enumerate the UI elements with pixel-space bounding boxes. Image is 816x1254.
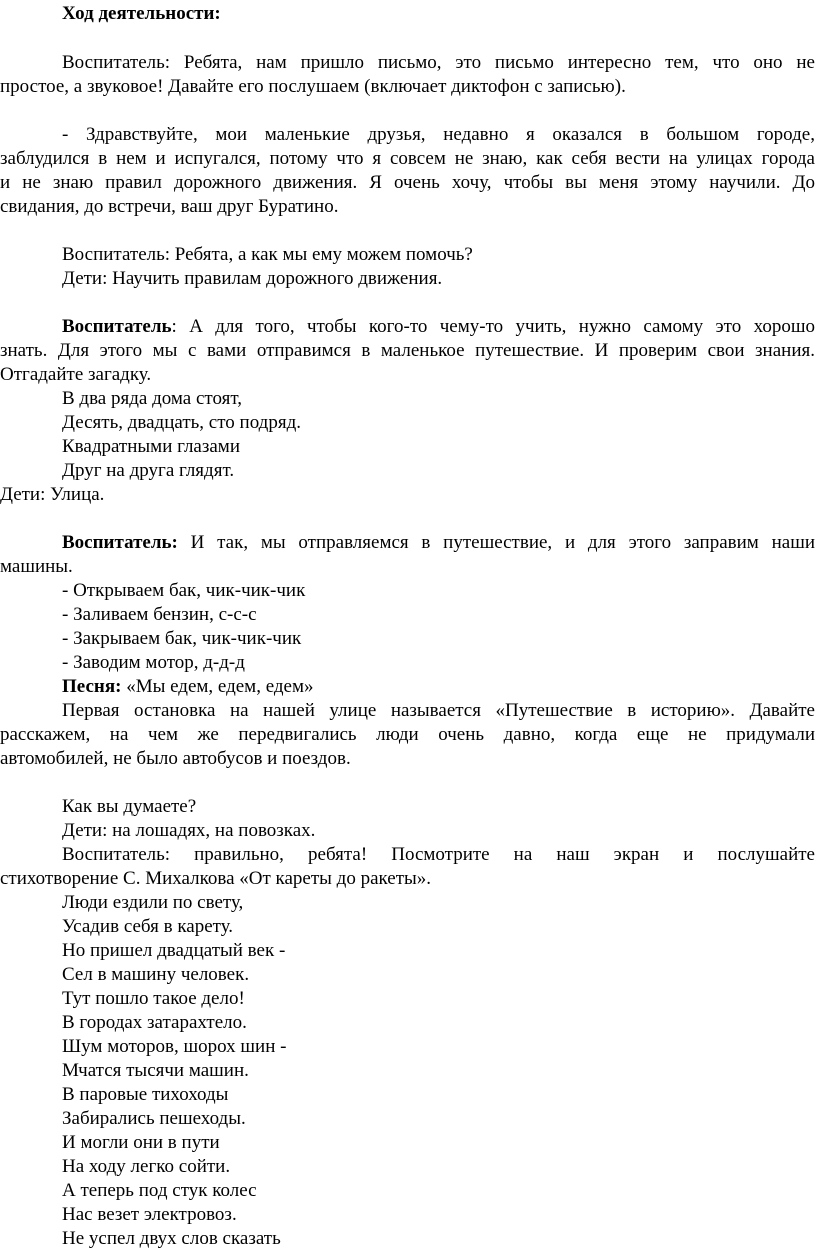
poem-line: Сел в машину человек.	[62, 964, 250, 985]
paragraph-line: машины.	[0, 556, 73, 577]
answer-line: Дети: Улица.	[0, 484, 105, 505]
poem-line: На ходу легко сойти.	[62, 1156, 231, 1177]
section-heading: Ход деятельности:	[62, 3, 221, 24]
poem-line: В городах затарахтело.	[62, 1012, 247, 1033]
dialog-line: Воспитатель: Ребята, а как мы ему можем помочь?	[62, 244, 473, 265]
paragraph-line: Первая остановка на нашей улице называется «Путешествие в историю». Давайте	[62, 700, 815, 721]
poem-line: А теперь под стук колес	[62, 1180, 257, 1201]
riddle-line: Квадратными глазами	[62, 436, 240, 457]
step-line: - Открываем бак, чик-чик-чик	[62, 580, 306, 601]
poem-line: Мчатся тысячи машин.	[62, 1060, 249, 1081]
answer-line: Дети: на лошадях, на повозках.	[62, 820, 316, 841]
paragraph-line: и не знаю правил дорожного движения. Я очень хочу, чтобы вы меня этому научили. До	[0, 172, 815, 193]
poem-line: Люди ездили по свету,	[62, 892, 244, 913]
paragraph-line: расскажем, на чем же передвигались люди очень давно, когда еще не придумали	[0, 724, 815, 745]
paragraph-line: заблудился в нем и испугался, потому что я совсем не знаю, как себя вести на улицах города	[0, 148, 815, 169]
song-line: Песня: «Мы едем, едем, едем»	[62, 676, 314, 697]
poem-line: Но пришел двадцатый век -	[62, 940, 286, 961]
paragraph-line: знать. Для этого мы с вами отправимся в маленькое путешествие. И проверим свои знания.	[0, 340, 815, 361]
speaker-label: Воспитатель	[62, 316, 172, 337]
paragraph-line: стихотворение С. Михалкова «От кареты до ракеты».	[0, 868, 432, 889]
poem-line: Нас везет электровоз.	[62, 1204, 237, 1225]
paragraph-line: Воспитатель: Ребята, нам пришло письмо, это письмо интересно тем, что оно не	[62, 52, 815, 73]
paragraph-line: - Здравствуйте, мои маленькие друзья, недавно я оказался в большом городе,	[62, 124, 815, 145]
step-line: - Заводим мотор, д-д-д	[62, 652, 245, 673]
dialog-line: Дети: Научить правилам дорожного движения.	[62, 268, 443, 289]
riddle-line: Друг на друга глядят.	[62, 460, 235, 481]
paragraph-line: Воспитатель: А для того, чтобы кого-то чему-то учить, нужно самому это хорошо	[62, 316, 815, 337]
paragraph-line: Воспитатель: И так, мы отправляемся в путешествие, и для этого заправим наши	[62, 532, 815, 553]
speaker-label: Воспитатель:	[62, 532, 178, 553]
song-label: Песня:	[62, 676, 122, 697]
riddle-line: Десять, двадцать, сто подряд.	[62, 412, 301, 433]
poem-line: Забирались пешеходы.	[62, 1108, 246, 1129]
poem-line: Шум моторов, шорох шин -	[62, 1036, 287, 1057]
step-line: - Закрываем бак, чик-чик-чик	[62, 628, 302, 649]
poem-line: В паровые тихоходы	[62, 1084, 229, 1105]
question-line: Как вы думаете?	[62, 796, 197, 817]
paragraph-line: Воспитатель: правильно, ребята! Посмотрите на наш экран и послушайте	[62, 844, 815, 865]
step-line: - Заливаем бензин, с-с-с	[62, 604, 257, 625]
poem-line: Усадив себя в карету.	[62, 916, 234, 937]
poem-line: Не успел двух слов сказать	[62, 1228, 281, 1249]
paragraph-line: автомобилей, не было автобусов и поездов.	[0, 748, 351, 769]
poem-line: Тут пошло такое дело!	[62, 988, 245, 1009]
riddle-line: В два ряда дома стоят,	[62, 388, 242, 409]
paragraph-line: простое, а звуковое! Давайте его послушаем (включает диктофон с записью).	[0, 76, 626, 97]
paragraph-line: свидания, до встречи, ваш друг Буратино.	[0, 196, 339, 217]
paragraph-line: Отгадайте загадку.	[0, 364, 152, 385]
poem-line: И могли они в пути	[62, 1132, 220, 1153]
